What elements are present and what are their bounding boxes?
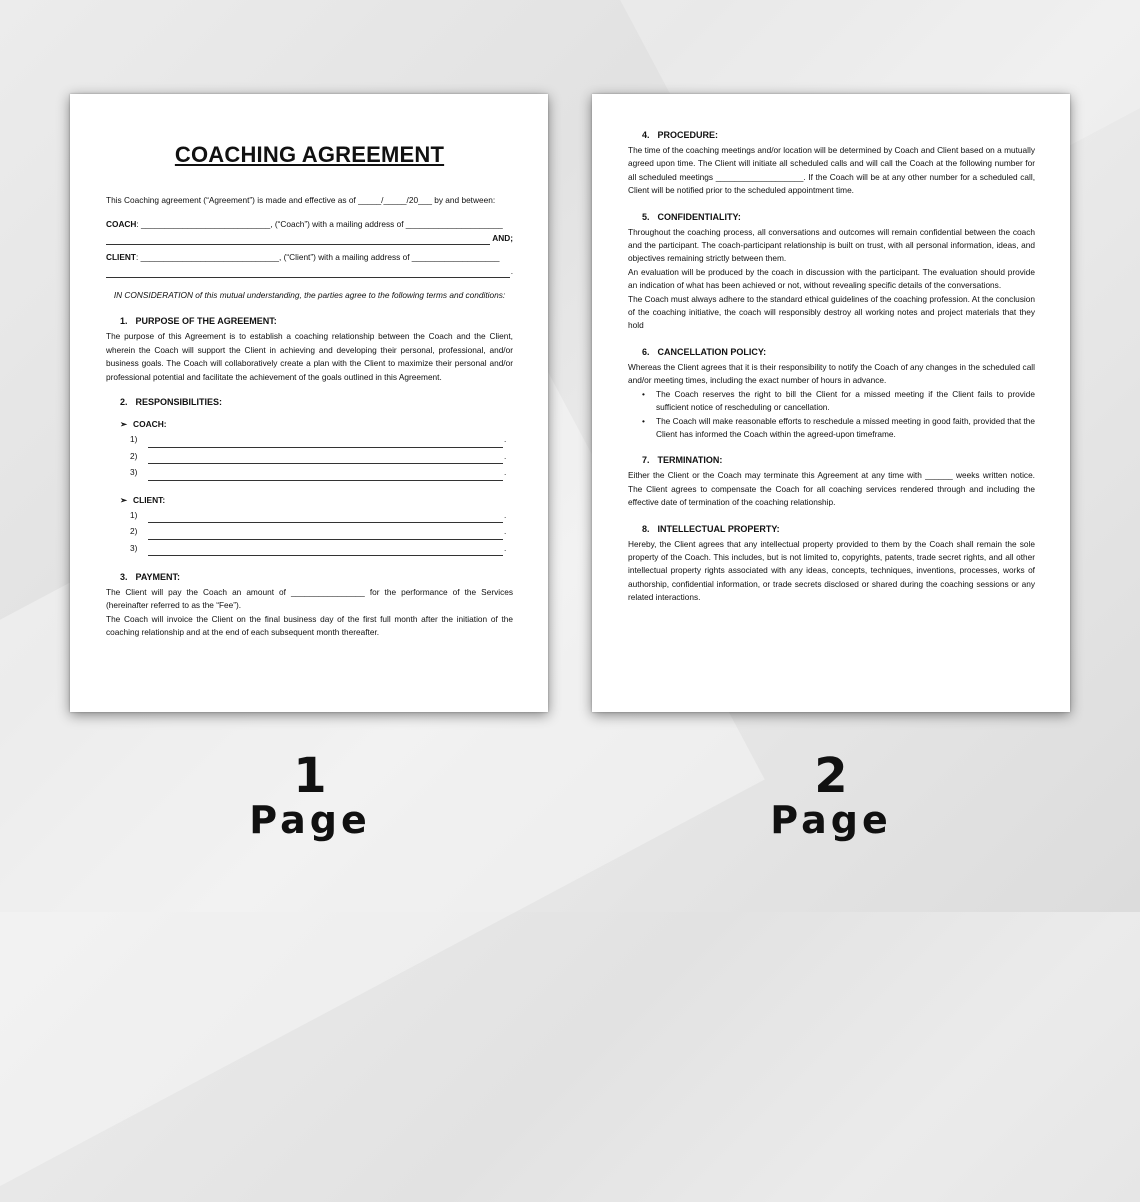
consideration-paragraph: IN CONSIDERATION of this mutual understanding, the parties agree to the following terms and conditions: bbox=[113, 290, 506, 301]
section-title: PAYMENT: bbox=[135, 572, 181, 583]
client-item-3 bbox=[130, 540, 513, 557]
procedure-paragraph: The time of the coaching meetings and/or location will be determined by Coach and Client based on a mutually agreed upon time. The Client will initiate all scheduled calls and will call the Coach at the following number for all scheduled meetings ___________________. If the Coach will be at any other number for a scheduled call, Client will be notified prior to the scheduled appointment time. bbox=[628, 145, 1035, 196]
item-number: 2) bbox=[130, 526, 138, 537]
client-subheading bbox=[120, 495, 513, 505]
client-line-text: : ______________________________, (“Client”) with a mailing address of ___________________ bbox=[135, 252, 500, 263]
client-label: CLIENT bbox=[106, 252, 136, 263]
section-title: PROCEDURE: bbox=[657, 130, 719, 140]
section-title: PURPOSE OF THE AGREEMENT: bbox=[135, 316, 277, 327]
subheading-label: COACH: bbox=[133, 419, 167, 430]
cancellation-bullets bbox=[628, 388, 1035, 442]
period: . bbox=[504, 434, 507, 445]
page-number: 1 bbox=[293, 748, 327, 804]
document-page-1 bbox=[70, 94, 548, 712]
item-number: 1) bbox=[130, 434, 138, 445]
period: . bbox=[504, 467, 507, 478]
and-label: AND; bbox=[492, 232, 513, 243]
coach-item-1 bbox=[130, 431, 513, 448]
coach-line bbox=[106, 218, 513, 231]
section-heading-confidentiality bbox=[642, 212, 1035, 222]
item-number: 2) bbox=[130, 450, 138, 461]
blank-line bbox=[106, 234, 490, 245]
section-heading-cancellation bbox=[642, 347, 1035, 357]
coach-line-text: : ____________________________, (“Coach”) with a mailing address of _____________________ bbox=[136, 219, 503, 230]
item-number: 1) bbox=[130, 509, 138, 520]
blank-line bbox=[148, 529, 503, 540]
blank-line bbox=[148, 512, 503, 523]
period: . bbox=[504, 542, 507, 553]
confidentiality-paragraph-1: Throughout the coaching process, all conversations and outcomes will remain confidential between the coach and the participant. The coach-participant relationship is built on trust, with all personal information, ideas, and objectives remaining strictly between them. bbox=[628, 226, 1035, 264]
section-number: 8. bbox=[642, 523, 650, 534]
arrow-bullet-icon: ➢ bbox=[120, 419, 128, 430]
page-number: 2 bbox=[814, 748, 848, 804]
coach-subheading bbox=[120, 419, 513, 429]
coach-item-2 bbox=[130, 448, 513, 465]
section-title: TERMINATION: bbox=[657, 455, 723, 466]
coach-address-line bbox=[106, 232, 513, 245]
item-number: 3) bbox=[130, 467, 138, 478]
period: . bbox=[504, 509, 507, 520]
section-heading-purpose bbox=[120, 316, 513, 326]
section-number: 4. bbox=[642, 130, 650, 140]
document-page-2 bbox=[592, 94, 1070, 712]
section-heading-intellectual-property bbox=[642, 524, 1035, 534]
blank-line bbox=[148, 453, 503, 464]
period: . bbox=[510, 265, 513, 276]
section-number: 3. bbox=[120, 572, 128, 583]
page-label-1 bbox=[210, 748, 410, 842]
page-label-2 bbox=[731, 748, 931, 842]
subheading-label: CLIENT: bbox=[133, 494, 166, 505]
payment-paragraph-2: The Coach will invoice the Client on the final business day of the first full month after the initiation of the coaching relationship and at the end of each subsequent month thereafter. bbox=[106, 613, 513, 638]
blank-line bbox=[148, 437, 503, 448]
blank-line bbox=[148, 545, 503, 556]
coach-label: COACH bbox=[106, 219, 137, 230]
section-title: CONFIDENTIALITY: bbox=[657, 211, 741, 222]
period: . bbox=[504, 526, 507, 537]
section-number: 5. bbox=[642, 211, 650, 222]
client-item-1 bbox=[130, 507, 513, 524]
section-heading-procedure bbox=[642, 130, 1035, 140]
page-word: Page bbox=[770, 798, 892, 842]
list-item: • The Coach reserves the right to bill the Client for a missed meeting if the Client fails to provide sufficient notice of rescheduling or cancellation. bbox=[656, 388, 1035, 415]
section-heading-responsibilities bbox=[120, 397, 513, 407]
confidentiality-paragraph-2: An evaluation will be produced by the coach in discussion with the participant. The evaluation should provide an indication of what has been achieved or not, without revealing specific details of the conversations. bbox=[628, 266, 1035, 291]
blank-line bbox=[106, 267, 510, 278]
confidentiality-paragraph-3: The Coach must always adhere to the standard ethical guidelines of the coaching profession. At the conclusion of the coaching initiative, the coach will responsibly destroy all working notes and project materials that they hold bbox=[628, 293, 1035, 331]
section-number: 6. bbox=[642, 346, 650, 357]
client-item-2 bbox=[130, 523, 513, 540]
cancellation-paragraph: Whereas the Client agrees that it is their responsibility to notify the Coach of any changes in the scheduled call and/or meeting times, including the exact number of hours in advance. bbox=[628, 361, 1035, 386]
period: . bbox=[504, 450, 507, 461]
page-word: Page bbox=[249, 798, 371, 842]
blank-line bbox=[148, 470, 503, 481]
client-address-line bbox=[106, 265, 513, 278]
client-line bbox=[106, 251, 513, 264]
payment-paragraph-1: The Client will pay the Coach an amount of ________________ for the performance of the Services (hereinafter referred to as the “Fee”). bbox=[106, 587, 513, 611]
section-number: 2. bbox=[120, 397, 128, 408]
arrow-bullet-icon: ➢ bbox=[120, 494, 128, 505]
section-number: 1. bbox=[120, 316, 128, 327]
section-heading-termination bbox=[642, 455, 1035, 465]
coach-item-3 bbox=[130, 464, 513, 481]
section-heading-payment bbox=[120, 572, 513, 582]
intro-paragraph: This Coaching agreement (“Agreement”) is made and effective as of _____/_____/20___ by and between: bbox=[106, 195, 496, 205]
purpose-paragraph: The purpose of this Agreement is to establish a coaching relationship between the Coach and the Client, wherein the Coach will support the Client in achieving and developing their personal, professional, and/or business goals. The Coach will collaboratively create a plan with the Client to maximize their personal and/or professional potential and facilitate the achievement of the goals outlined in this Agreement. bbox=[106, 331, 513, 382]
section-number: 7. bbox=[642, 455, 650, 466]
section-title: CANCELLATION POLICY: bbox=[657, 346, 767, 357]
section-title: RESPONSIBILITIES: bbox=[135, 397, 223, 408]
list-item: • The Coach will make reasonable efforts to reschedule a missed meeting in good faith, provided that the Client has informed the Coach within the agreed-upon timeframe. bbox=[656, 415, 1035, 442]
section-title: INTELLECTUAL PROPERTY: bbox=[657, 523, 780, 534]
document-title: COACHING AGREEMENT bbox=[174, 142, 445, 167]
ip-paragraph: Hereby, the Client agrees that any intellectual property provided to them by the Coach shall remain the sole property of the Coach. This includes, but is not limited to, copyrights, patents, trade secret rights, and all other intellectual property rights associated with any ideas, concepts, techniques, inventions, processes, works of authorship, confidential information, or trade secrets disclosed or shared during the coaching sessions or any related interactions. bbox=[628, 538, 1035, 603]
termination-paragraph: Either the Client or the Coach may terminate this Agreement at any time with ______ weeks written notice. The Client agrees to compensate the Coach for all coaching services rendered through and including the effective date of termination of the coaching relationship. bbox=[628, 470, 1035, 508]
item-number: 3) bbox=[130, 542, 138, 553]
